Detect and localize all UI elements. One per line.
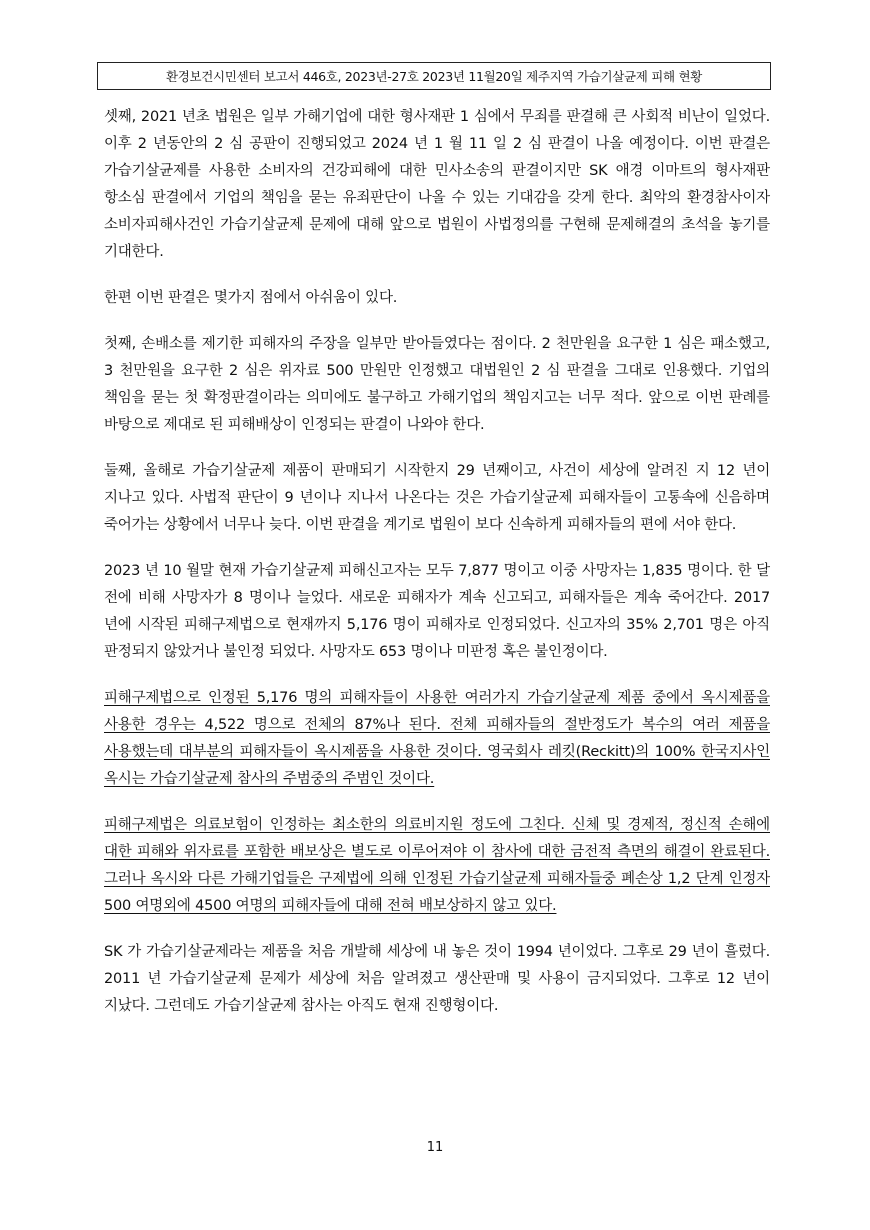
paragraph-relief-law: 피해구제법은 의료보험이 인정하는 최소한의 의료비지원 정도에 그친다. 신체 및 경제적, 정신적 손해에 대한 피해와 위자료를 포함한 배보상은 별도로 이루어져야 이 참사에 대한 금전적 측면의 해결이 완료된다. 그러나 옥시와 다른 가해기업들은 구제법에 의해 인정된 가습기살균제 피해자들중 폐손상 1,2 단계 인정자 500 여명외에 4500 여명의 피해자들에 대해 전혀 배보상하지 않고 있다. [104, 817, 770, 914]
report-header [97, 62, 771, 90]
paragraph-second-regret: 둘째, 올해로 가습기살균제 제품이 판매되기 시작한지 29 년째이고, 사건이 세상에 알려진 지 12 년이 지나고 있다. 사법적 판단이 9 년이나 지나서 나온다는 것은 가습기살균제 피해자들이 고통속에 신음하며 죽어가는 상황에서 너무나 늦다. 이번 판결을 계기로 법원이 보다 신속하게 피해자들의 편에 서야 한다. [104, 463, 770, 533]
paragraph-regrets-intro: 한편 이번 판결은 몇가지 점에서 아쉬움이 있다. [104, 290, 398, 306]
page-number: 11 [426, 1140, 444, 1155]
paragraph-sk-history: SK 가 가습기살균제라는 제품을 처음 개발해 세상에 내 놓은 것이 1994 년이었다. 그후로 29 년이 흘렀다. 2011 년 가습기살균제 문제가 세상에 처음 알려졌고 생산판매 및 사용이 금지되었다. 그후로 12 년이 지났다. 그런데도 가습기살균제 참사는 아직도 현재 진행형이다. [104, 944, 770, 1014]
paragraph-third-point: 셋째, 2021 년초 법원은 일부 가해기업에 대한 형사재판 1 심에서 무죄를 판결해 큰 사회적 비난이 일었다. 이후 2 년동안의 2 심 공판이 진행되었고 2024 년 1 월 11 일 2 심 판결이 나올 예정이다. 이번 판결은 가습기살균제를 사용한 소비자의 건강피해에 대한 민사소송의 판결이지만 SK 애경 이마트의 형사재판 항소심 판결에서 기업의 책임을 묻는 유죄판단이 나올 수 있는 기대감을 갖게 한다. 최악의 환경참사이자 소비자피해사건인 가습기살균제 문제에 대해 앞으로 법원이 사법정의를 구현해 문제해결의 초석을 놓기를 기대한다. [104, 109, 770, 260]
paragraph-first-regret: 첫째, 손배소를 제기한 피해자의 주장을 일부만 받아들였다는 점이다. 2 천만원을 요구한 1 심은 패소했고, 3 천만원을 요구한 2 심은 위자료 500 만원만 인정했고 대법원인 2 심 판결을 그대로 인용했다. 기업의 책임을 묻는 첫 확정판결이라는 의미에도 불구하고 가해기업의 책임지고는 너무 적다. 앞으로 이번 판례를 바탕으로 제대로 된 피해배상이 인정되는 판결이 나와야 한다. [104, 336, 770, 433]
paragraph-victim-statistics: 2023 년 10 월말 현재 가습기살균제 피해신고자는 모두 7,877 명이고 이중 사망자는 1,835 명이다. 한 달 전에 비해 사망자가 8 명이나 늘었다. 새로운 피해자가 계속 신고되고, 피해자들은 계속 죽어간다. 2017 년에 시작된 피해구제법으로 현재까지 5,176 명이 피해자로 인정되었다. 신고자의 35% 2,701 명은 아직 판정되지 않았거나 불인정 되었다. 사망자도 653 명이나 미판정 혹은 불인정이다. [104, 563, 770, 660]
document-body [104, 104, 770, 1039]
paragraph-oxy-products: 피해구제법으로 인정된 5,176 명의 피해자들이 사용한 여러가지 가습기살균제 제품 중에서 옥시제품을 사용한 경우는 4,522 명으로 전체의 87%나 된다. 전체 피해자들의 절반정도가 복수의 여러 제품을 사용했는데 대부분의 피해자들이 옥시제품을 사용한 것이다. 영국회사 레킷(Reckitt)의 100% 한국지사인 옥시는 가습기살균제 참사의 주범중의 주범인 것이다. [104, 690, 770, 787]
report-header-title: 환경보건시민센터 보고서 446호, 2023년-27호 2023년 11월20일 제주지역 가습기살균제 피해 현황 [165, 69, 703, 84]
